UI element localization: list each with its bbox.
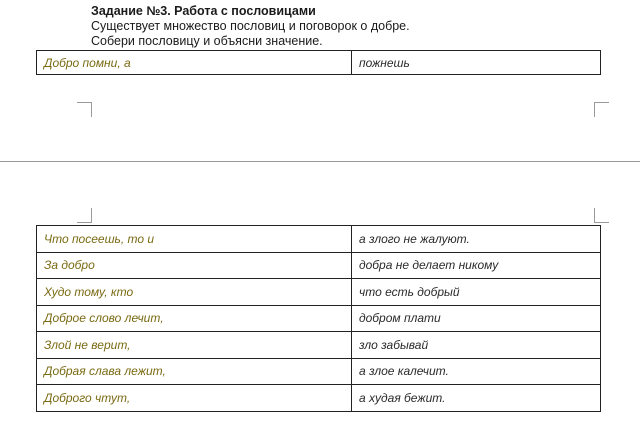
table-row bbox=[37, 252, 601, 279]
page-corner-mark bbox=[594, 208, 609, 223]
table-row bbox=[37, 385, 601, 412]
proverb-end-cell: а злого не жалуют. bbox=[352, 226, 601, 253]
proverb-end-cell: а худая бежит. bbox=[352, 385, 601, 412]
proverb-start-cell: За добро bbox=[37, 252, 352, 279]
example-proverb-table bbox=[36, 50, 601, 75]
table-row bbox=[37, 226, 601, 253]
task-description-line-2: Собери пословицу и объясни значение. bbox=[91, 34, 323, 48]
proverb-end-cell: зло забывай bbox=[352, 332, 601, 359]
table-row bbox=[37, 279, 601, 306]
proverb-end-cell: добра не делает никому bbox=[352, 252, 601, 279]
proverb-start-cell: Злой не верит, bbox=[37, 332, 352, 359]
proverb-end-cell: а злое калечит. bbox=[352, 358, 601, 385]
task-description-line-1: Существует множество пословиц и поговорок о добре. bbox=[91, 19, 410, 33]
page-corner-mark bbox=[77, 102, 92, 117]
task-heading bbox=[91, 4, 611, 49]
task-title: Задание №3. Работа с пословицами bbox=[91, 4, 316, 18]
proverb-start-cell: Добро помни, а bbox=[37, 51, 352, 75]
table-row bbox=[37, 51, 601, 75]
proverb-start-cell: Добрая слава лежит, bbox=[37, 358, 352, 385]
table-row bbox=[37, 358, 601, 385]
proverb-start-cell: Худо тому, кто bbox=[37, 279, 352, 306]
page-corner-mark bbox=[77, 208, 92, 223]
proverb-end-cell: что есть добрый bbox=[352, 279, 601, 306]
proverb-matching-table bbox=[36, 225, 601, 412]
proverb-start-cell: Что посеешь, то и bbox=[37, 226, 352, 253]
table-row bbox=[37, 332, 601, 359]
proverb-end-cell: добром плати bbox=[352, 305, 601, 332]
proverb-start-cell: Доброе слово лечит, bbox=[37, 305, 352, 332]
table-row bbox=[37, 305, 601, 332]
page-break-line bbox=[0, 161, 640, 162]
proverb-end-cell: пожнешь bbox=[352, 51, 601, 75]
page-corner-mark bbox=[594, 102, 609, 117]
proverb-start-cell: Доброго чтут, bbox=[37, 385, 352, 412]
